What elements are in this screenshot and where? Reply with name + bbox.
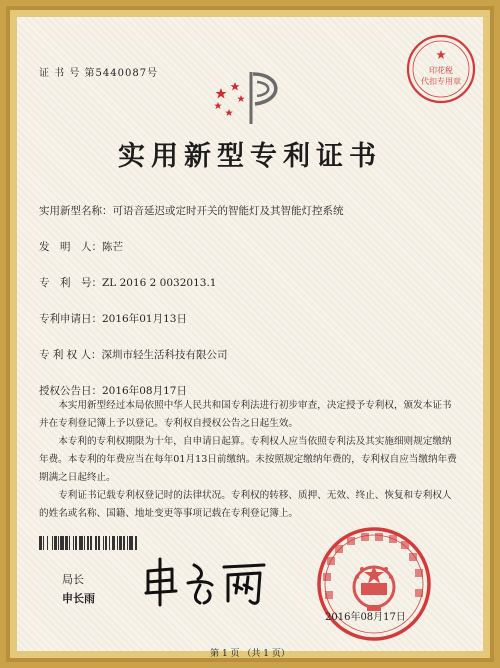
barcode-bar <box>137 536 138 550</box>
utility-model-name-value: 可语音延迟或定时开关的智能灯及其智能灯控系统 <box>112 205 344 217</box>
filing-date-row <box>39 311 187 326</box>
grant-date-row <box>39 383 187 398</box>
signer-title: 局长 <box>62 573 84 586</box>
certificate-frame <box>6 6 494 662</box>
grant-date-value: 2016年08月17日 <box>102 385 187 397</box>
inventor-value: 陈芒 <box>102 241 123 253</box>
patent-number-value: ZL 2016 2 0032013.1 <box>102 277 217 289</box>
certificate-title: 实用新型专利证书 <box>118 141 382 172</box>
page-footer: 第 1 页 （共 1 页） <box>210 649 290 659</box>
grant-date-label: 授权公告日： <box>39 385 102 397</box>
body-paragraph-3: 专利证书记载专利权登记时的法律状况。专利权的转移、质押、无效、终止、恢复和专利权人的姓名或名称、国籍、地址变更等事项记载在专利登记簿上。 <box>39 490 452 519</box>
patent-office-logo <box>211 70 291 126</box>
tax-stamp-line2: 代扣专用章 <box>421 77 461 86</box>
tax-stamp-line1: 印花税 <box>429 66 453 75</box>
certificate-border <box>10 10 490 658</box>
body-paragraph-1: 本实用新型经过本局依照中华人民共和国专利法进行初步审查，决定授予专利权，颁发本证书并在专利登记簿上予以登记。专利权自授权公告之日起生效。 <box>39 400 452 429</box>
body-paragraph-2: 本专利的专利权期限为十年，自申请日起算。专利权人应当依照专利法及其实施细则规定缴纳年费。本专利的年费应当在每年01月13日前缴纳。未按照规定缴纳年费的，专利权自应当缴纳年费期满之日起终止。 <box>39 436 457 483</box>
patentee-label: 专 利 权 人： <box>39 349 102 361</box>
patent-number-row <box>39 275 216 290</box>
signer-name: 申长雨 <box>62 592 95 605</box>
inventor-label: 发 明 人： <box>39 241 102 253</box>
patent-number-label: 专 利 号： <box>39 277 102 289</box>
official-seal <box>315 525 433 643</box>
barcode <box>39 536 174 550</box>
filing-date-label: 专利申请日： <box>39 313 102 325</box>
patentee-value: 深圳市轻生活科技有限公司 <box>101 349 228 361</box>
certificate-number: 证 书 号 第5440087号 <box>39 68 159 79</box>
handwritten-signature <box>142 555 272 607</box>
seal-date: 2016年08月17日 <box>325 612 406 623</box>
tax-stamp-seal <box>405 33 477 105</box>
filing-date-value: 2016年01月13日 <box>102 313 187 325</box>
patentee-row <box>39 347 228 362</box>
certificate-paper <box>17 17 483 659</box>
utility-model-name-label: 实用新型名称： <box>39 205 113 217</box>
utility-model-name-row <box>39 203 344 218</box>
inventor-row <box>39 239 123 254</box>
